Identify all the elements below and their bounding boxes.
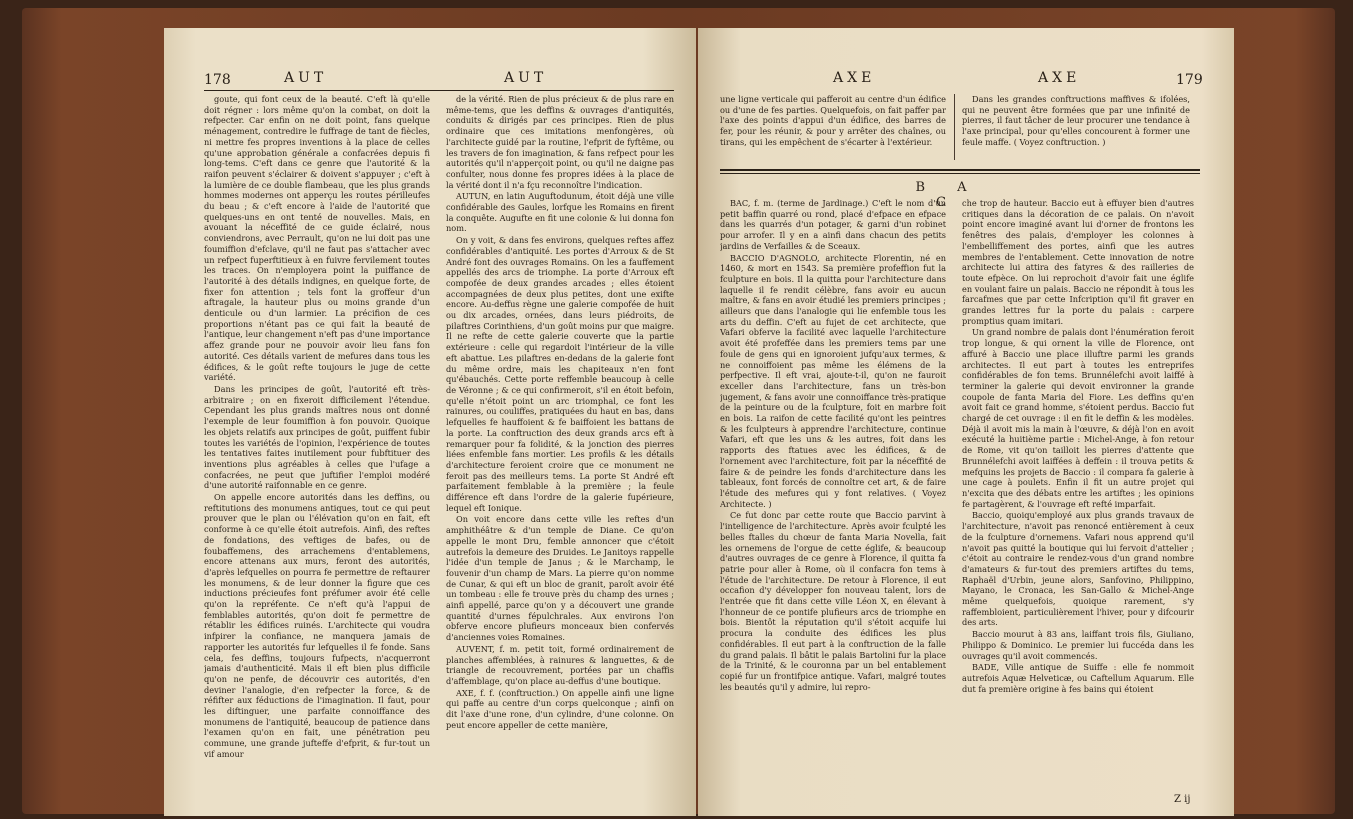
section-rule [720, 169, 1200, 171]
signature-mark: Z ij [1174, 794, 1191, 805]
paragraph: che trop de hauteur. Baccio eut à effuyer bien d'autres critiques dans la décoration de ce palais. On n'avoit point encore imaginé avant lui d'orner de frontons les fenêtres des palais, d'employer les colonnes à l'embelliffement des portes, ainfi que les autres membres de l'entablement. Cette innovation de notre architecte lui attira des fatyres & des railleries de toute efpèce. On lui reprochoit d'avoir fait une églife en voulant faire un palais. Baccio ne répondit à tous les farcafmes que par cette Infcription qu'il fit graver en grandes lettres fur la porte du palais : carpere promptius quam imitari. [962, 198, 1194, 326]
paragraph: BAC, f. m. (terme de Jardinage.) C'eft le nom d'un petit baffin quarré ou rond, placé d'efpace en efpace dans les quarrés d'un potager, & garni d'un robinet pour arrofer. Il y en a ainfi dans chacun des petits jardins de Verfailles & de Sceaux. [720, 198, 946, 251]
book-spread [22, 8, 1335, 814]
paragraph: BADE, Ville antique de Suiffe : elle fe nommoit autrefois Aquæ Helveticæ, ou Caftellum Aquarum. Elle dut fa première origine à fes bains qui étoient [962, 662, 1194, 694]
column-1 [204, 94, 430, 806]
paragraph: de la vérité. Rien de plus précieux & de plus rare en même-tems, que les deffins & ouvrages d'antiquités, conduits & dirigés par ces principes. Rien de plus ordinaire que ces imitations menfongères, où l'architecte guidé par la routine, l'efprit de fyftême, ou les travers de fon imagination, & fans refpect pour les autorités qu'il n'apperçoit point, ou qu'il ne daigne pas confulter, nous donne fes propres idées à la place de la vérité dont il n'a fçu reconnoître l'indication. [446, 94, 674, 190]
right-page [698, 28, 1234, 816]
column-2 [446, 94, 674, 806]
paragraph: Baccio mourut à 83 ans, laiffant trois fils, Giuliano, Philippo & Dominico. Le premier lui fuccéda dans les ouvrages qu'il avoit commencés. [962, 629, 1194, 661]
left-page [164, 28, 696, 816]
paragraph: une ligne verticale qui pafferoit au centre d'un édifice ou d'une de fes parties. Quelquefois, on fait paffer par l'axe des points d'appui d'un édifice, des barres de fer, pour les réunir, & pour y arrêter des chaînes, ou tirans, qui les empêchent de s'écarter à l'extérieur. [720, 94, 946, 147]
paragraph: Un grand nombre de palais dont l'énumération feroit trop longue, & qui ornent la ville de Florence, ont affuré à Baccio une place illuftre parmi les grands architectes. Il eut part à toutes les entreprifes confidérables de fon tems. Brunnélefchi avoit laiffé à terminer la galerie qui devoit environner la grande coupole de fanta Maria del Fiore. Les deffins qu'en avoit fait ce grand homme, s'étoient perdus. Baccio fut chargé de cet ouvrage : il en fit le deffin & les modèles. Déjà il avoit mis la main à l'œuvre, & déjà l'on en avoit exécuté la huitième partie : Michel-Ange, à fon retour de Rome, vit qu'on tailloit les pierres d'attente que Brunnélefchi avoit laiffées à deffein : il trouva petits & mefquins les projets de Baccio : il compara fa galerie à une cage à poulets. Enfin il fit un autre projet qui n'excita que des débats entre les artiftes ; les opinions fe partagèrent, & l'ouvrage eft refté imparfait. [962, 327, 1194, 509]
column-1 [720, 198, 946, 806]
top-column-1 [720, 94, 946, 162]
section-title: B A C [915, 180, 981, 210]
header-rule [204, 90, 674, 91]
paragraph: Dans les grandes conftructions maffives & ifolées, qui ne peuvent être formées que par une infinité de pierres, il faut tâcher de leur procurer une tendance à l'axe principal, pour qu'elles concourent à former une feule maffe. ( Voyez conftruction. ) [962, 94, 1190, 147]
column-2 [962, 198, 1194, 792]
paragraph: AXE, f. f. (conftruction.) On appelle ainfi une ligne qui paffe au centre d'un corps quelconque ; ainfi on dit l'axe d'une rone, d'un cylindre, d'une colonne. On peut encore appeller de cette manière, [446, 687, 674, 730]
section-rule-thin [720, 173, 1200, 174]
paragraph: Baccio, quoiqu'employé aux plus grands travaux de l'architecture, n'avoit pas renoncé entièrement à ceux de la fculpture d'ornemens. Vafari nous apprend qu'il n'avoit pas quitté la boutique qui lui fervoit d'attelier ; c'étoit au contraire le rendez-vous d'un grand nombre d'amateurs & fur-tout des premiers artiftes du tems, Raphaël d'Urbin, jeune alors, Sanfovino, Philippino, Mayano, le Cronaca, les San-Gallo & Michel-Ange même quelquefois, quoique rarement, s'y raffembloient, particulièrement l'hiver, pour y difcourir des arts. [962, 510, 1194, 628]
top-column-2 [962, 94, 1190, 162]
paragraph: AUTUN, en latin Auguftodunum, étoit déjà une ville confidérable des Gaules, lorfque les Romains en firent la conquête. Augufte en fit une colonie & lui donna fon nom. [446, 191, 674, 234]
running-header-left: AUT [284, 70, 328, 86]
paragraph: Ce fut donc par cette route que Baccio parvint à l'intelligence de l'architecture. Après avoir fculpté les belles ftalles du chœur de fanta Maria Novella, fait les ornemens de l'orgue de cette églife, & beaucoup d'autres ouvrages de ce genre à Florence, il quitta fa patrie pour aller à Rome, où il confacra fon tems à l'étude de l'architecture. De retour à Florence, il eut occafion d'y développer fon nouveau talent, lors de l'entrée que fit dans cette ville Léon X, en élevant à l'honneur de ce pontife plufieurs arcs de triomphe en bois. Bientôt la réputation qu'il s'étoit acquife lui procura la conduite des édifices les plus confidérables. Il eut part à la conftruction de la falle du grand palais. Il bâtit le palais Bartolini fur la place de la Trinité, & le couronna par un bel entablement copié fur un frontifpice antique. Vafari, malgré toutes les beautés qu'il y admire, lui repro- [720, 510, 946, 692]
page-number: 179 [1176, 72, 1203, 88]
running-header-left: AXE [833, 70, 876, 86]
running-header-right: AXE [1038, 70, 1081, 86]
paragraph: On y voit, & dans fes environs, quelques reftes affez confidérables d'antiquité. Les portes d'Arroux & de St André font des ouvrages Romains. On les a fauffement appellés des arcs de triomphe. La porte d'Arroux eft compofée de deux grandes arcades ; elles étoient accompagnées de deux plus petites, dont une exifte encore. Au-deffus règne une galerie compofée de huit ou dix arcades, ornées, dans leurs piédroits, de pilaftres Corinthiens, d'un goût moins pur que maigre. Il ne refte de cette galerie couverte que la partie extérieure : celle qui regardoit l'intérieur de la ville eft abattue. Les pilaftres en-dedans de la galerie font du même ordre, mais les chapiteaux n'en font qu'ébauchés. Cette porte reffemble beaucoup à celle de Véronne ; & ce qui confirmeroit, s'il en étoit befoin, qu'elle n'étoit point un arc triomphal, ce font les rainures, ou couliffes, pratiquées du haut en bas, dans lefquelles fe hauffoient & fe baiffoient les battans de la porte. La conftruction des deux grands arcs eft à remarquer pour fa folidité, & la jonction des pierres liées enfemble fans mortier. Les profils & les détails d'architecture feroient croire que ce monument ne feroit pas des meilleurs tems. La porte St André eft parfaitement femblable à la première ; la feule différence eft dans l'ordre de la galerie fupérieure, lequel eft Ionique. [446, 235, 674, 513]
paragraph: goute, qui font ceux de la beauté. C'eft là qu'elle doit régner : lors même qu'on la combat, on doit la refpecter. Car enfin on ne doit point, fans quelque ménagement, contredire le fuffrage de tant de fiècles, ni mettre fes propres inventions à la place de celles qu'une approbation générale a confacrées depuis fi long-tems. C'eft dans ce genre que l'autorité & la raifon peuvent s'éclairer & doivent s'appuyer ; c'eft à la lumière de ce double flambeau, que les plus grands hommes modernes ont apperçu les routes périlleufes du beau ; & c'eft encore à l'aide de l'autorité que quelques-uns en ont tenté de nouvelles. Mais, en avouant la néceffité de ce guide éclairé, nous conviendrons, avec Perrault, qu'on ne lui doit pas une foumiffion d'efclave, qu'il ne faut pas s'attacher avec un refpect fuperftitieux à en fuivre fervilement toutes les traces. On n'employera point la puiffance de l'autorité à des détails indignes, en quelque forte, de fixer fon attention ; tels font la groffeur d'un aftragale, la hauteur plus ou moins grande d'un denticule ou d'un larmier. La précifion de ces proportions n'étant pas ce qui fait la beauté de l'antique, leur changement n'eft pas d'une importance affez grande pour ne pouvoir avoir lieu fans fon autorité. Ces détails varient de mefures dans tous les édifices, & le goût refte toujours le juge de cette variété. [204, 94, 430, 383]
paragraph: Dans les principes de goût, l'autorité eft très-arbitraire ; on en fixeroit difficilement l'étendue. Cependant les plus grands maîtres nous ont donné l'exemple de leur foumiffion à fon pouvoir. Quoique les objets relatifs aux principes de goût, puiffent fubir toutes les variétés de l'opinion, l'expérience de toutes les tentatives faites inutilement pour fubftituer des inventions plus agréables à celles que l'ufage a confacrées, ne peut que juftifier l'emploi modéré d'une autorité raifonnable en ce genre. [204, 383, 430, 491]
paragraph: BACCIO D'AGNOLO, architecte Florentin, né en 1460, & mort en 1543. Sa première profeffion fut la fculpture en bois. Il la quitta pour l'architecture dans laquelle il fe rendit célèbre, fans avoir eu aucun maître, & fans en avoir étudié les premiers principes ; ailleurs que dans l'analogie qui lie enfemble tous les arts du deffin. C'eft au fujet de cet architecte, que Vafari obferve la facilité avec laquelle l'architecture avoit été profeffée dans les premiers tems par une foule de gens qui en ignoroient jufqu'aux termes, & ne connoiffoient pas même les élémens de la perfpective. Il eft vrai, ajoute-t-il, qu'on ne fauroit exceller dans l'architecture, fans un très-bon jugement, & fans avoir une connoiffance très-pratique de la peinture ou de la fculpture, foit en marbre foit en bois. La raifon de cette facilité qu'ont les peintres & les fculpteurs à apprendre l'architecture, continue Vafari, eft que les uns & les autres, foit dans les rapports des ftatues avec les édifices, & de l'ornement avec l'architecture, foit par la néceffité de faire & de peindre les fonds d'architecture dans les tableaux, font forcés de connoître cet art, & de faire l'étude des mefures qui y font relatives. ( Voyez Architecte. ) [720, 252, 946, 509]
paragraph: On voit encore dans cette ville les reftes d'un amphithéâtre & d'un temple de Diane. Ce qu'on appelle le mont Dru, femble annoncer que c'étoit autrefois la demeure des Druides. Le Janitoys rappelle l'idée d'un temple de Janus ; & le Marchamp, le fouvenir d'un champ de Mars. La pierre qu'on nomme de Cunar, & qui eft un bloc de granit, paroît avoir été un tombeau : elle fe trouve près du champ des urnes ; ainfi appellé, parce qu'on y a découvert une grande quantité d'urnes fépulchrales. Aux environs l'on obferve encore plufieurs monceaux bien confervés d'anciennes voies Romaines. [446, 514, 674, 643]
page-number: 178 [204, 72, 231, 88]
paragraph: On appelle encore autorités dans les deffins, ou reftitutions des monumens antiques, tout ce qui peut prouver que le plan ou l'élévation qu'on en fait, eft conforme à ce qu'elle étoit autrefois. Ainfi, des reftes de fondations, des veftiges de bafes, ou de foubaffemens, des arrachemens d'entablemens, encore attenans aux murs, feront des autorités, d'après lefquelles on pourra fe permettre de reftaurer les monumens, & de leur donner la figure que ces inductions précieufes font préfumer avoir été celle qu'on la repréfente. Ce n'eft qu'à l'appui de femblables autorités, qu'on doit fe permettre de rétablir les édifices ruinés. L'architecte qui voudra infpirer la confiance, ne manquera jamais de rapporter les autorités fur lefquelles il fe fonde. Sans cela, fes deffins, toujours fufpects, n'acquerront jamais d'authenticité. Mais il eft bien plus difficile qu'on ne penfe, de découvrir ces autorités, d'en deviner l'analogie, d'en refpecter la force, & de réfifter aux féductions de l'imagination. Il faut, pour les diftinguer, une parfaite connoiffance des monumens de l'antiquité, beaucoup de patience dans l'examen qu'on en fait, une pénétration peu commune, une grande jufteffe d'efprit, & fur-tout un vif amour [204, 492, 430, 759]
column-divider [954, 94, 955, 160]
running-header-right: AUT [504, 70, 548, 86]
paragraph: AUVENT, f. m. petit toit, formé ordinairement de planches affemblées, à rainures & languettes, & de triangle de recouvrement, portées par un chaffis d'affemblage, qu'on place au-deffus d'une boutique. [446, 643, 674, 686]
